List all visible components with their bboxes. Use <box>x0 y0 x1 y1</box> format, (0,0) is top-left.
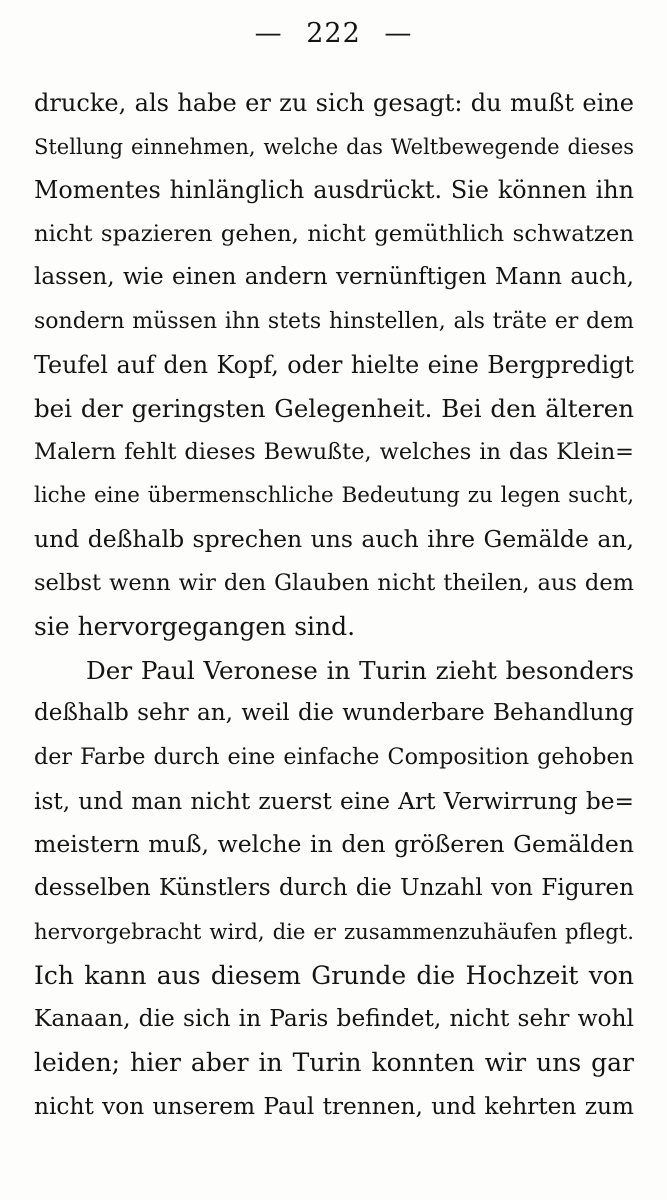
text-line: hervorgebracht wird, die er zusammenzuhäufen pflegt. <box>34 919 634 945</box>
text-line: Momentes hinlänglich ausdrückt. Sie können ihn <box>34 176 634 205</box>
text-line: deßhalb sehr an, weil die wunderbare Behandlung <box>34 700 634 727</box>
text-line: lassen, wie einen andern vernünftigen Mann auch, <box>34 264 634 291</box>
text-line: Teufel auf den Kopf, oder hielte eine Bergpredigt <box>34 350 634 379</box>
text-line: Malern fehlt dieses Bewußte, welches in das Klein= <box>34 438 634 465</box>
text-line: selbst wenn wir den Glauben nicht theilen, aus dem <box>34 569 634 596</box>
text-line: drucke, als habe er zu sich gesagt: du mußt eine <box>34 89 634 117</box>
text-line: ist, und man nicht zuerst eine Art Verwirrung be= <box>34 787 634 815</box>
header-dash-left: — <box>254 18 283 49</box>
text-line: sie hervorgegangen sind. <box>34 612 356 642</box>
text-line: sondern müssen ihn stets hinstellen, als träte er dem <box>34 308 634 334</box>
text-line: Stellung einnehmen, welche das Weltbewegende dieses <box>34 134 634 159</box>
text-line: leiden; hier aber in Turin konnten wir uns gar <box>34 1048 634 1078</box>
text-line: nicht spazieren gehen, nicht gemüthlich schwatzen <box>34 220 634 247</box>
text-line: nicht von unserem Paul trennen, und kehrten zum <box>34 1092 634 1120</box>
text-line: desselben Künstlers durch die Unzahl von Figuren <box>34 874 634 901</box>
text-line: bei der geringsten Gelegenheit. Bei den älteren <box>34 394 634 424</box>
page-header <box>0 18 667 49</box>
text-line: Ich kann aus diesem Grunde die Hochzeit von <box>34 960 634 990</box>
text-line: meistern muß, welche in den größeren Gemälden <box>34 830 634 859</box>
text-line: Kanaan, die sich in Paris befindet, nicht sehr wohl <box>34 1005 634 1033</box>
text-line: der Farbe durch eine einfache Composition gehoben <box>34 743 634 770</box>
text-line: Der Paul Veronese in Turin zieht besonders <box>86 655 634 685</box>
text-line: liche eine übermenschliche Bedeutung zu legen sucht, <box>34 483 634 509</box>
paragraph-2 <box>34 649 634 1129</box>
page-number: 222 <box>306 18 361 49</box>
body-text <box>34 82 634 1128</box>
paragraph-1 <box>34 82 634 649</box>
text-line: und deßhalb sprechen uns auch ihre Gemälde an, <box>34 524 634 553</box>
header-dash-right: — <box>384 18 413 49</box>
